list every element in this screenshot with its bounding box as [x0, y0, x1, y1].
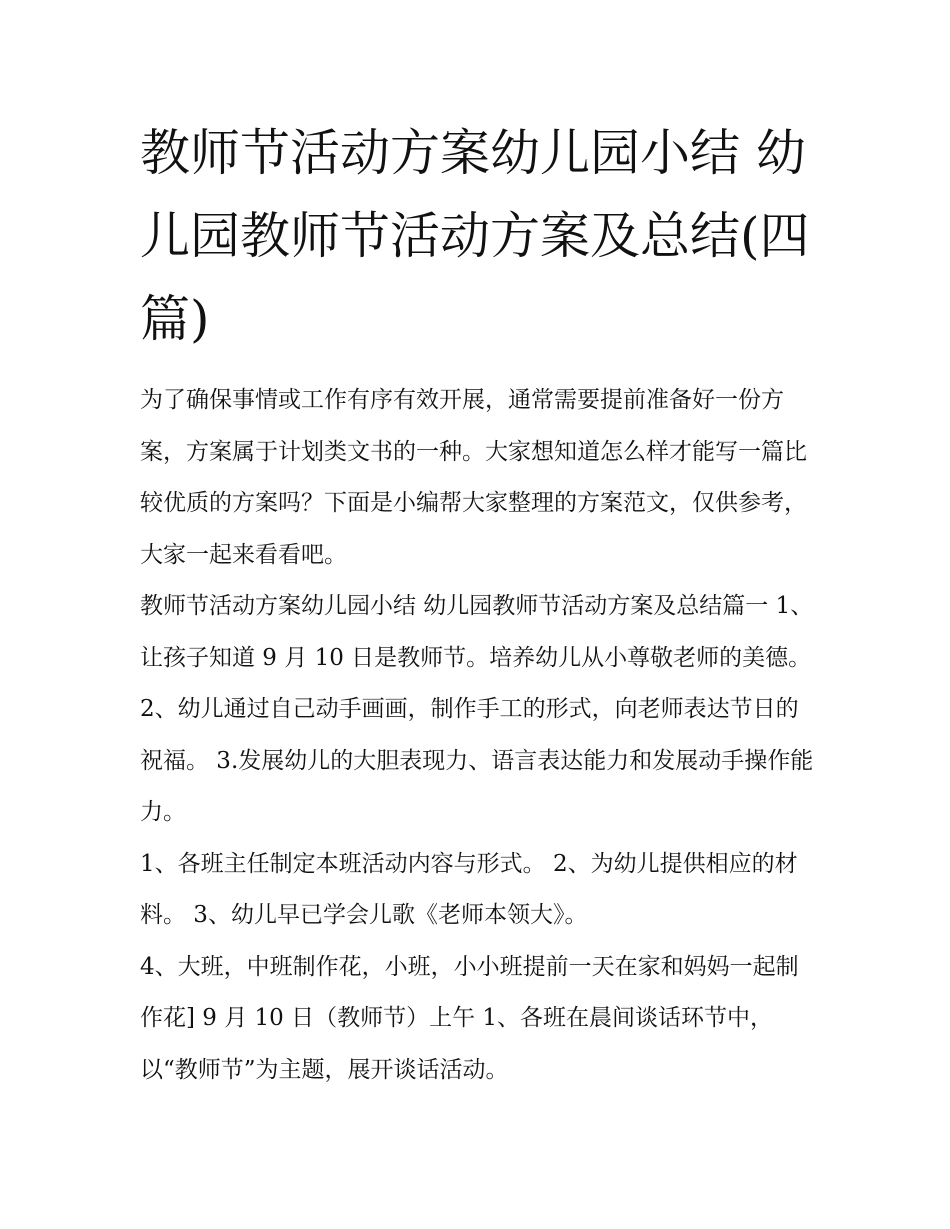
paragraph-item-4: 4、大班，中班制作花，小班，小小班提前一天在家和妈妈一起制作花] 9 月 10 日（教师节）上午 1、各班在晨间谈话环节中，以“教师节”为主题，展开谈话活动。	[140, 953, 799, 1083]
paragraph-section-one: 教师节活动方案幼儿园小结 幼儿园教师节活动方案及总结篇一 1、让孩子知道 9 月 10 日是教师节。培养幼儿从小尊敬老师的美德。	[140, 593, 814, 671]
document-page	[140, 112, 820, 1096]
paragraph-preparation: 1、各班主任制定本班活动内容与形式。 2、为幼儿提供相应的材料。 3、幼儿早已学会儿歌《老师本领大》。	[140, 850, 798, 928]
document-title: 教师节活动方案幼儿园小结 幼儿园教师节活动方案及总结(四篇)	[140, 124, 810, 348]
paragraph-item-2: 2、幼儿通过自己动手画画，制作手工的形式，向老师表达节日的祝福。 3.发展幼儿的大胆表现力、语言表达能力和发展动手操作能力。	[140, 696, 814, 825]
paragraph-intro: 为了确保事情或工作有序有效开展，通常需要提前准备好一份方案，方案属于计划类文书的一种。大家想知道怎么样才能写一篇比较优质的方案吗？下面是小编帮大家整理的方案范文，仅供参考，大家一起来看看吧。	[140, 387, 807, 568]
